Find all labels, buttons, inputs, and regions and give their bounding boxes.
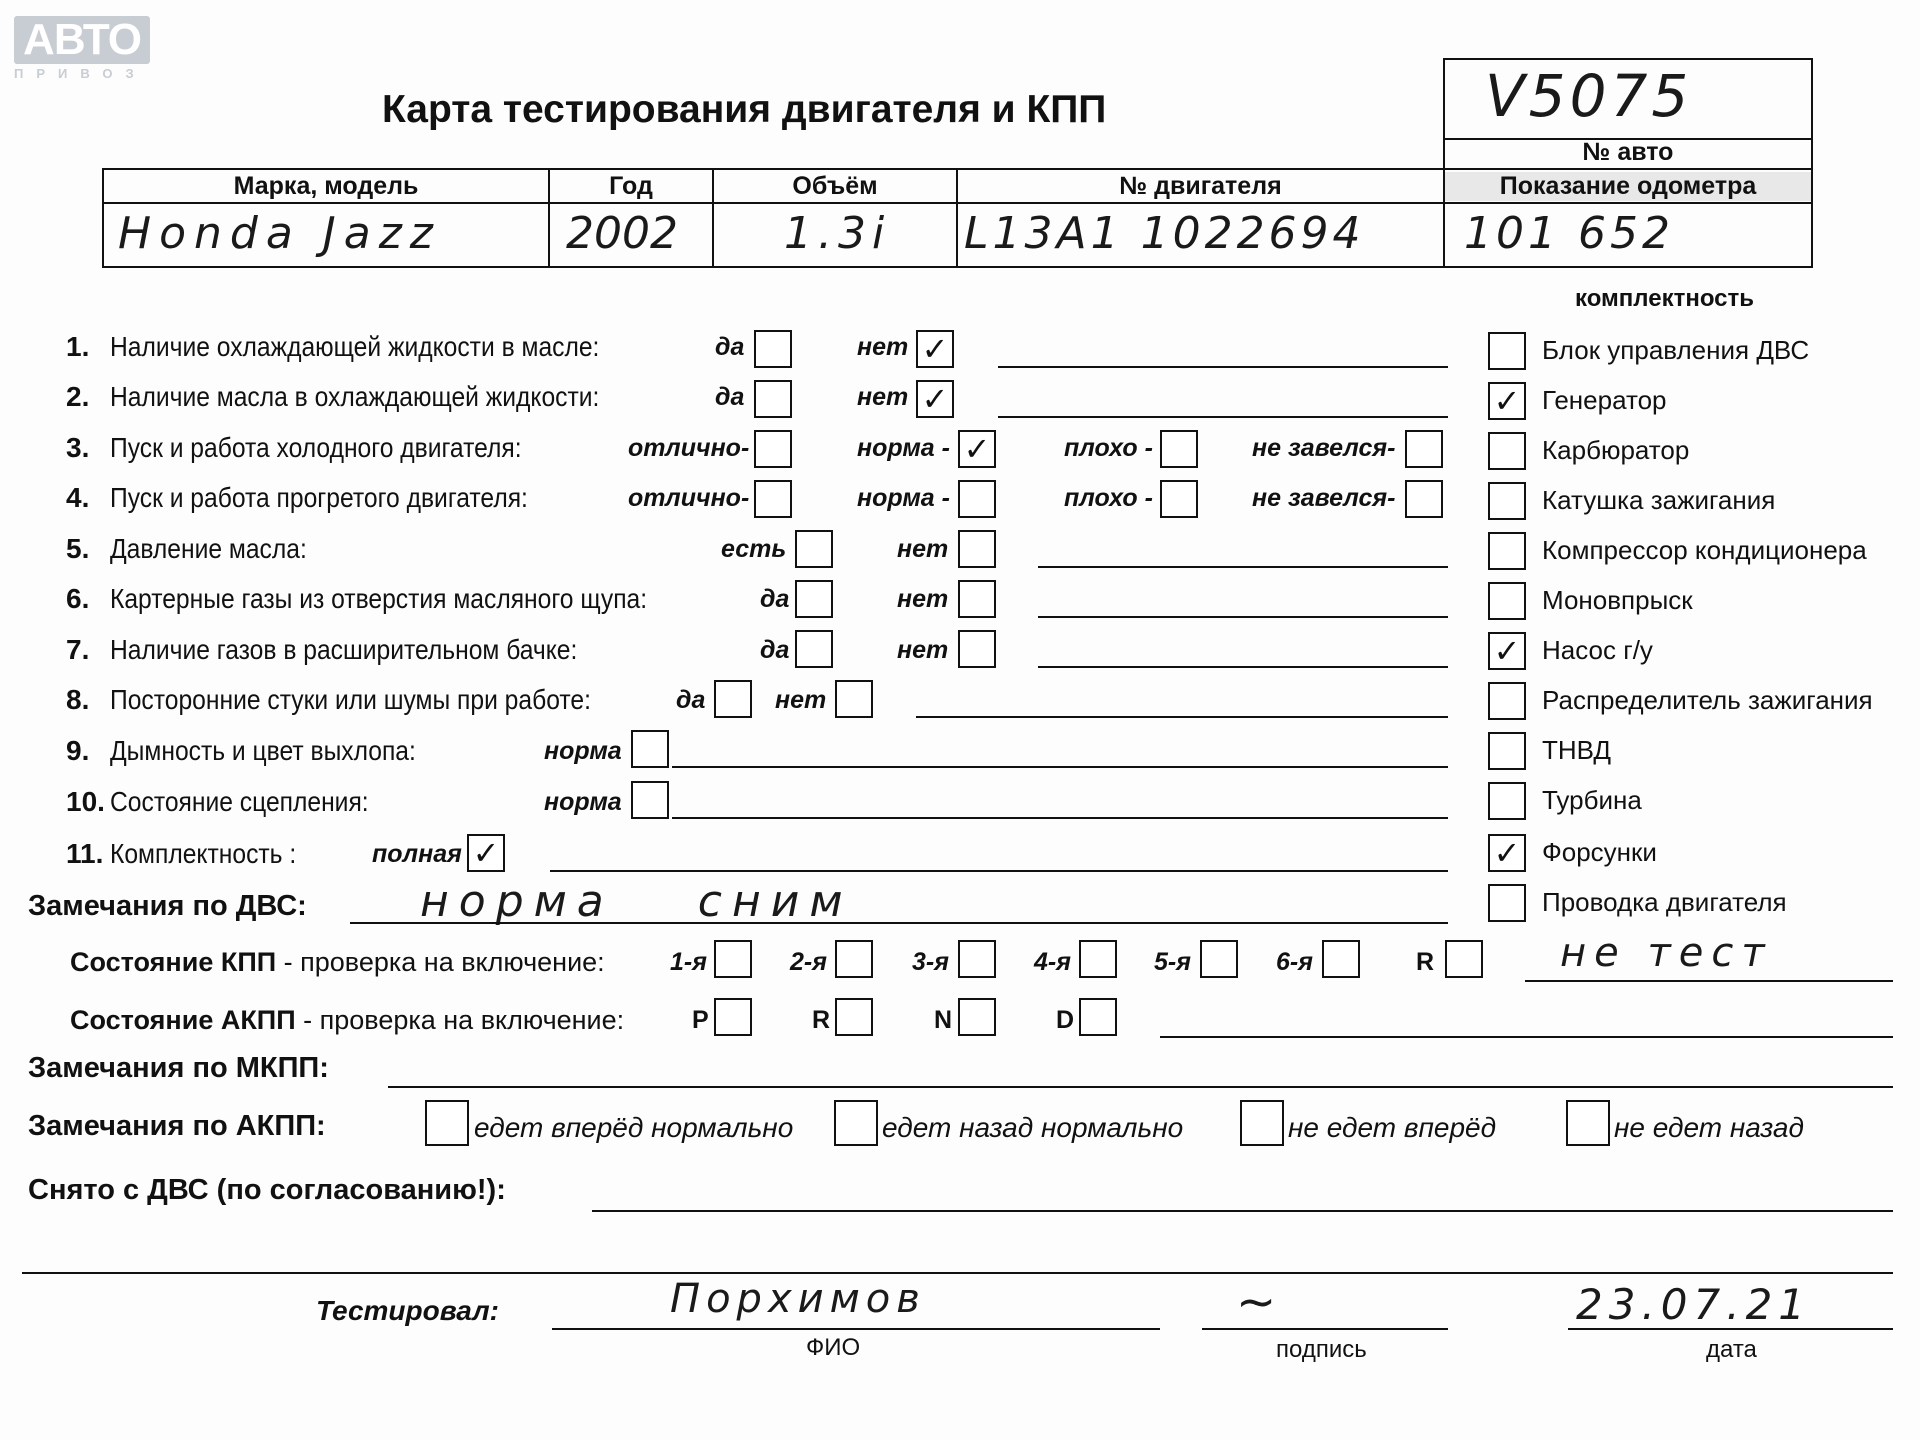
- signature-line: [1202, 1328, 1448, 1330]
- engine-notes-line: [350, 922, 1448, 924]
- option-label: норма: [544, 788, 622, 816]
- answer-line: [672, 766, 1448, 768]
- option-label: да: [715, 383, 745, 411]
- answer-line: [550, 870, 1448, 872]
- option-label: нет: [857, 383, 909, 411]
- kit-checkbox[interactable]: [1488, 532, 1526, 570]
- akpp-option-label: не едет вперёд: [1288, 1112, 1497, 1143]
- checkbox-q1-yes[interactable]: [754, 330, 792, 368]
- question-number: 2.: [66, 381, 90, 412]
- kpp-gear-4-checkbox[interactable]: [1079, 940, 1117, 978]
- date-label: дата: [1706, 1336, 1757, 1363]
- logo-subtitle: ПРИВОЗ: [14, 66, 147, 81]
- kit-label: Блок управления ДВС: [1542, 335, 1810, 365]
- question-text: Наличие газов в расширительном бачке:: [110, 634, 578, 665]
- checkbox-q3-normal[interactable]: ✓: [958, 430, 996, 468]
- kit-checkbox[interactable]: [1488, 884, 1526, 922]
- akpp-d-checkbox[interactable]: [1079, 998, 1117, 1036]
- question-text: Пуск и работа прогретого двигателя:: [110, 482, 528, 513]
- checkbox-q8-no[interactable]: [835, 680, 873, 718]
- option-label: нет: [775, 686, 827, 714]
- akpp-label-rest: - проверка на включение:: [295, 1005, 625, 1035]
- col-header-model: Марка, модель: [233, 172, 419, 200]
- answer-line: [998, 366, 1448, 368]
- year-value: 2002: [566, 208, 678, 259]
- akpp-option-label: не едет назад: [1614, 1112, 1804, 1143]
- checkbox-q5-no[interactable]: [958, 530, 996, 568]
- akpp-no-backward-checkbox[interactable]: [1566, 1100, 1610, 1146]
- option-label: нет: [857, 333, 909, 361]
- kit-label: Распределитель зажигания: [1542, 685, 1873, 715]
- kit-label: Карбюратор: [1542, 435, 1690, 465]
- kpp-note-value: не тест: [1560, 930, 1773, 976]
- kit-checkbox[interactable]: [1488, 432, 1526, 470]
- option-label: не завелся-: [1252, 434, 1396, 462]
- option-label: да: [760, 585, 790, 613]
- option-label: отлично-: [628, 484, 750, 512]
- akpp-forward-ok-checkbox[interactable]: [425, 1100, 469, 1146]
- header-table: [102, 168, 1813, 268]
- checkbox-q11-full[interactable]: ✓: [467, 834, 505, 872]
- question-number: 10.: [66, 786, 105, 817]
- gear-label: 3-я: [912, 948, 949, 976]
- kit-checkbox[interactable]: ✓: [1488, 382, 1526, 420]
- removed-line: [592, 1210, 1893, 1212]
- kpp-label: [70, 947, 605, 978]
- checkbox-q7-yes[interactable]: [795, 630, 833, 668]
- col-header-volume: Объём: [792, 172, 878, 200]
- question-number: 9.: [66, 735, 90, 766]
- option-label: нет: [897, 636, 949, 664]
- engine-notes-value: норма сним: [420, 876, 853, 927]
- gear-label: N: [934, 1006, 953, 1034]
- kit-checkbox[interactable]: [1488, 732, 1526, 770]
- checkbox-q3-excellent[interactable]: [754, 430, 792, 468]
- date-line: [1568, 1328, 1893, 1330]
- gear-label: P: [692, 1006, 709, 1034]
- fio-value: Порхимов: [670, 1276, 926, 1322]
- checkbox-q9-normal[interactable]: [631, 730, 669, 768]
- separator-line: [22, 1272, 1893, 1274]
- odometer-value: 101 652: [1464, 208, 1674, 259]
- signature-value: ~: [1236, 1274, 1277, 1330]
- checkbox-q2-yes[interactable]: [754, 380, 792, 418]
- kpp-gear-5-checkbox[interactable]: [1200, 940, 1238, 978]
- col-header-engine-no: № двигателя: [1119, 172, 1282, 200]
- option-label: плохо -: [1064, 484, 1153, 512]
- kpp-label-bold: Состояние КПП: [70, 947, 277, 977]
- question-number: 7.: [66, 634, 90, 665]
- kit-label: ТНВД: [1542, 735, 1612, 765]
- kit-checkbox[interactable]: [1488, 482, 1526, 520]
- kpp-gear-r-checkbox[interactable]: [1445, 940, 1483, 978]
- kpp-gear-3-checkbox[interactable]: [958, 940, 996, 978]
- kit-title: комплектность: [1575, 285, 1755, 312]
- fio-label: ФИО: [806, 1334, 861, 1361]
- answer-line: [1038, 566, 1448, 568]
- question-text: Наличие масла в охлаждающей жидкости:: [110, 381, 600, 412]
- kpp-gear-2-checkbox[interactable]: [835, 940, 873, 978]
- col-header-odometer: Показание одометра: [1445, 172, 1811, 201]
- akpp-n-checkbox[interactable]: [958, 998, 996, 1036]
- checkbox-q4-excellent[interactable]: [754, 480, 792, 518]
- kit-checkbox[interactable]: ✓: [1488, 632, 1526, 670]
- checkbox-q4-bad[interactable]: [1160, 480, 1198, 518]
- checkbox-q6-yes[interactable]: [795, 580, 833, 618]
- answer-line: [916, 716, 1448, 718]
- checkbox-q8-yes[interactable]: [714, 680, 752, 718]
- question-text: Наличие охлаждающей жидкости в масле:: [110, 331, 600, 362]
- kpp-gear-6-checkbox[interactable]: [1322, 940, 1360, 978]
- mkpp-notes-line: [388, 1086, 1893, 1088]
- gear-label: 1-я: [670, 948, 707, 976]
- mkpp-notes-label: Замечания по МКПП:: [28, 1052, 329, 1084]
- option-label: норма: [544, 737, 622, 765]
- option-label: полная: [372, 840, 462, 868]
- kit-label: Катушка зажигания: [1542, 485, 1776, 515]
- tested-label: Тестировал:: [316, 1295, 499, 1326]
- kit-label: Проводка двигателя: [1542, 887, 1787, 917]
- removed-label: Снято с ДВС (по согласованию!):: [28, 1174, 506, 1206]
- option-label: есть: [721, 535, 787, 563]
- kit-label: Турбина: [1542, 785, 1642, 815]
- checkbox-q4-normal[interactable]: [958, 480, 996, 518]
- question-text: Давление масла:: [110, 533, 307, 564]
- gear-label: 2-я: [790, 948, 827, 976]
- checkbox-q4-no-start[interactable]: [1405, 480, 1443, 518]
- page-title: Карта тестирования двигателя и КПП: [382, 88, 1107, 131]
- akpp-label-bold: Состояние АКПП: [70, 1005, 296, 1035]
- option-label: норма -: [857, 434, 950, 462]
- option-label: да: [760, 636, 790, 664]
- option-label: нет: [897, 585, 949, 613]
- gear-label: R: [1416, 948, 1435, 976]
- gear-label: R: [812, 1006, 831, 1034]
- kit-label: Генератор: [1542, 385, 1667, 415]
- fio-line: [552, 1328, 1160, 1330]
- gear-label: 6-я: [1276, 948, 1313, 976]
- akpp-p-checkbox[interactable]: [714, 998, 752, 1036]
- question-number: 8.: [66, 684, 90, 715]
- option-label: не завелся-: [1252, 484, 1396, 512]
- checkbox-q1-no[interactable]: ✓: [916, 330, 954, 368]
- volume-value: 1.3i: [784, 208, 891, 259]
- akpp-notes-label: Замечания по АКПП:: [28, 1110, 326, 1142]
- akpp-option-label: едет назад нормально: [882, 1112, 1184, 1143]
- kpp-note-line: [1525, 980, 1893, 982]
- answer-line: [1038, 666, 1448, 668]
- date-value: 23.07.21: [1576, 1280, 1812, 1329]
- checkbox-q10-normal[interactable]: [631, 781, 669, 819]
- kpp-gear-1-checkbox[interactable]: [714, 940, 752, 978]
- akpp-no-forward-checkbox[interactable]: [1240, 1100, 1284, 1146]
- checkbox-q3-bad[interactable]: [1160, 430, 1198, 468]
- checkbox-q3-no-start[interactable]: [1405, 430, 1443, 468]
- akpp-backward-ok-checkbox[interactable]: [834, 1100, 878, 1146]
- akpp-note-line: [1160, 1036, 1893, 1038]
- checkbox-q5-yes[interactable]: [795, 530, 833, 568]
- car-number-label: № авто: [1582, 138, 1674, 166]
- logo: АВТО: [14, 16, 150, 64]
- question-text: Пуск и работа холодного двигателя:: [110, 432, 522, 463]
- kit-label: Моновпрыск: [1542, 585, 1693, 615]
- option-label: отлично-: [628, 434, 750, 462]
- engine-no-value: L13A1 1022694: [964, 208, 1365, 259]
- kit-label: Форсунки: [1542, 837, 1657, 867]
- gear-label: D: [1056, 1006, 1075, 1034]
- question-number: 4.: [66, 482, 90, 513]
- checkbox-q7-no[interactable]: [958, 630, 996, 668]
- option-label: да: [715, 333, 745, 361]
- akpp-r-checkbox[interactable]: [835, 998, 873, 1036]
- option-label: да: [676, 686, 706, 714]
- checkbox-q6-no[interactable]: [958, 580, 996, 618]
- engine-notes-label: Замечания по ДВС:: [28, 890, 307, 922]
- option-label: нет: [897, 535, 949, 563]
- question-text: Дымность и цвет выхлопа:: [110, 735, 416, 766]
- model-value: Honda Jazz: [118, 208, 441, 259]
- kit-label: Компрессор кондиционера: [1542, 535, 1867, 565]
- answer-line: [1038, 616, 1448, 618]
- car-number-value: V5075: [1485, 62, 1693, 130]
- kit-checkbox[interactable]: [1488, 682, 1526, 720]
- kit-checkbox[interactable]: [1488, 582, 1526, 620]
- col-header-year: Год: [609, 172, 653, 200]
- akpp-label: [70, 1005, 624, 1036]
- car-number-box: [1443, 58, 1813, 140]
- question-number: 1.: [66, 331, 90, 362]
- kpp-label-rest: - проверка на включение:: [276, 947, 605, 977]
- question-number: 3.: [66, 432, 90, 463]
- kit-label: Насос г/у: [1542, 635, 1653, 665]
- question-text: Картерные газы из отверстия масляного щупа:: [110, 583, 648, 614]
- akpp-option-label: едет вперёд нормально: [474, 1112, 794, 1143]
- question-number: 5.: [66, 533, 90, 564]
- gear-label: 5-я: [1154, 948, 1191, 976]
- answer-line: [672, 817, 1448, 819]
- gear-label: 4-я: [1034, 948, 1071, 976]
- checkbox-q2-no[interactable]: ✓: [916, 380, 954, 418]
- option-label: норма -: [857, 484, 950, 512]
- option-label: плохо -: [1064, 434, 1153, 462]
- question-number: 11.: [66, 838, 104, 869]
- kit-checkbox[interactable]: [1488, 782, 1526, 820]
- question-number: 6.: [66, 583, 90, 614]
- kit-checkbox[interactable]: ✓: [1488, 834, 1526, 872]
- question-text: Комплектность :: [110, 838, 297, 869]
- kit-checkbox[interactable]: [1488, 332, 1526, 370]
- signature-label: подпись: [1276, 1336, 1367, 1363]
- question-text: Состояние сцепления:: [110, 786, 369, 817]
- answer-line: [998, 416, 1448, 418]
- question-text: Посторонние стуки или шумы при работе:: [110, 684, 591, 715]
